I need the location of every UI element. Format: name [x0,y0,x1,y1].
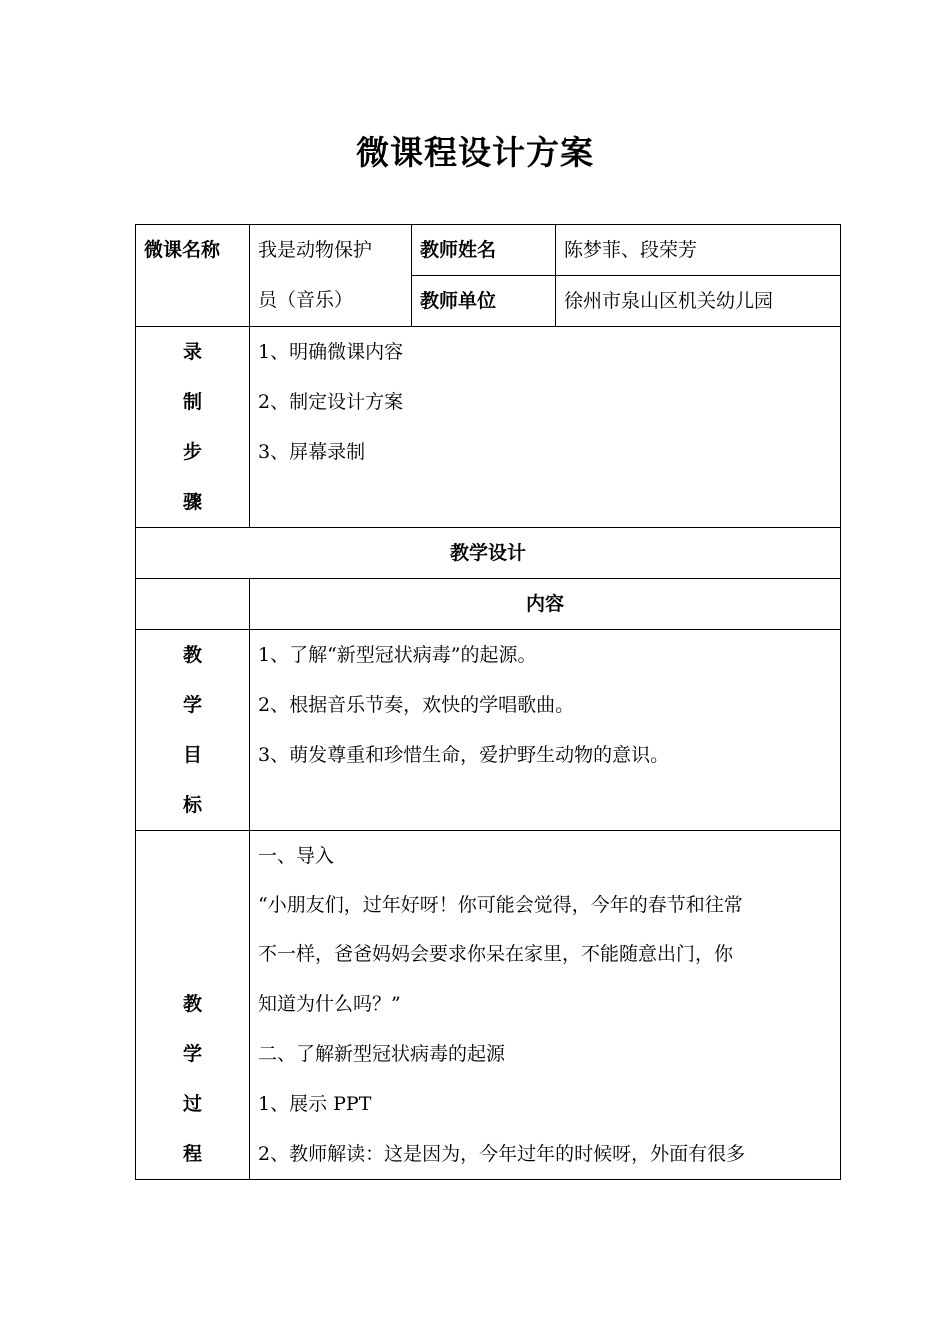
content-header: 内容 [250,579,841,630]
label-char: 教 [182,993,202,1015]
process-line: 知道为什么吗？” [258,993,401,1015]
objectives-label [136,630,250,831]
teacher-unit-label: 教师单位 [412,276,556,327]
recording-step: 3、屏幕录制 [258,441,366,463]
process-content [250,831,841,1180]
process-line: 一、导入 [258,845,335,867]
course-plan-table [135,224,841,1180]
label-char: 步 [182,441,202,463]
course-name-line: 员（音乐） [258,289,354,311]
process-line: 1、展示 PPT [258,1093,372,1115]
recording-step: 1、明确微课内容 [258,341,404,363]
objective-item: 2、根据音乐节奏，欢快的学唱歌曲。 [258,694,575,716]
course-name-row [136,225,841,276]
label-char: 学 [182,1043,202,1065]
process-label [136,831,250,1180]
recording-steps-content [250,327,841,528]
process-line: 不一样，爸爸妈妈会要求你呆在家里，不能随意出门，你 [258,943,734,965]
objective-item: 3、萌发尊重和珍惜生命，爱护野生动物的意识。 [258,744,670,766]
content-header-row [136,579,841,630]
course-name-value [250,225,412,327]
label-char: 录 [182,341,202,363]
design-section-title: 教学设计 [136,528,841,579]
course-name-line: 我是动物保护 [258,239,373,261]
label-char: 程 [182,1143,202,1165]
label-char: 教 [182,644,202,666]
label-char: 目 [182,744,202,766]
recording-steps-row [136,327,841,528]
recording-steps-label [136,327,250,528]
objectives-row [136,630,841,831]
label-char: 制 [182,391,202,413]
teacher-unit-value: 徐州市泉山区机关幼儿园 [556,276,841,327]
label-char: 骤 [182,491,202,513]
process-line: “小朋友们，过年好呀！你可能会觉得，今年的春节和往常 [258,894,743,916]
objective-item: 1、了解“新型冠状病毒”的起源。 [258,644,537,666]
process-row [136,831,841,1180]
content-header-blank [136,579,250,630]
document-title: 微课程设计方案 [356,133,594,172]
course-name-label: 微课名称 [136,225,250,327]
design-section-row [136,528,841,579]
label-char: 过 [182,1093,202,1115]
teacher-name-value: 陈梦菲、段荣芳 [556,225,841,276]
objectives-content [250,630,841,831]
recording-step: 2、制定设计方案 [258,391,404,413]
teacher-name-label: 教师姓名 [412,225,556,276]
label-char: 学 [182,694,202,716]
process-line: 二、了解新型冠状病毒的起源 [258,1043,506,1065]
process-line: 2、教师解读：这是因为，今年过年的时候呀，外面有很多 [258,1143,746,1165]
label-char: 标 [182,794,202,816]
